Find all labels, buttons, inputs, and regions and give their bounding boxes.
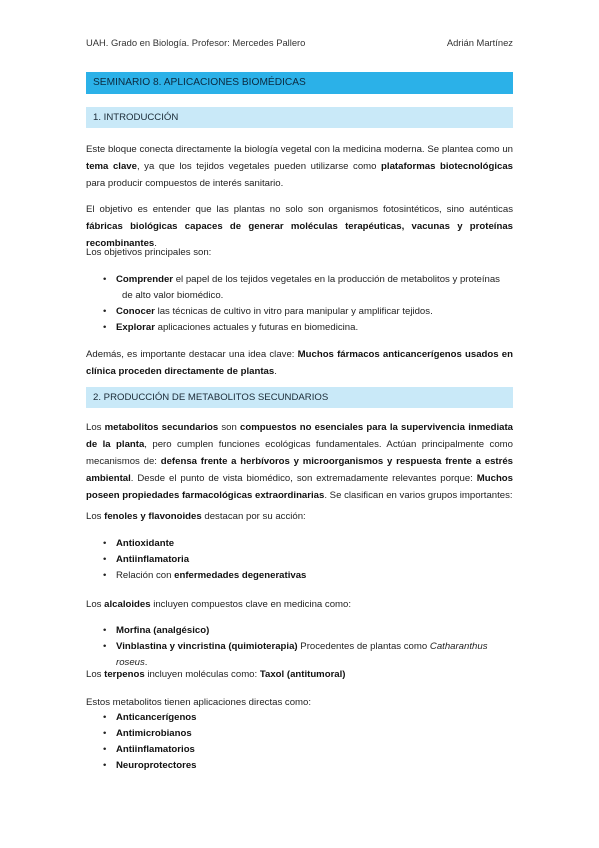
list-item: • Vinblastina y vincristina (quimioterapia) Procedentes de plantas como Catharanthus roseus. <box>103 641 488 668</box>
bullet-icon: • <box>103 274 107 285</box>
header-author: Adrián Martínez <box>446 37 513 48</box>
list-item: • Conocer las técnicas de cultivo in vitro para manipular y amplificar tejidos. <box>86 304 513 320</box>
intro-paragraph-2: El objetivo es entender que las plantas no solo son organismos fotosintéticos, sino auténticas fábricas biológicas capaces de generar moléculas terapéuticas, vacunas y proteínas recombinantes. <box>86 204 513 249</box>
bullet-icon: • <box>103 625 107 636</box>
bullet-icon: • <box>103 322 107 333</box>
alcaloides-list <box>86 623 513 671</box>
bullet-icon: • <box>103 641 107 652</box>
intro-paragraph-4: Además, es importante destacar una idea clave: Muchos fármacos anticancerígenos usados en clínica proceden directamente de plantas. <box>86 349 513 377</box>
list-item: • Neuroprotectores <box>86 758 513 774</box>
aplicaciones-list <box>86 710 513 774</box>
header-course: UAH. Grado en Biología. Profesor: Mercedes Pallero <box>86 37 306 48</box>
terpenos-paragraph: Los terpenos incluyen moléculas como: Taxol (antitumoral) <box>86 669 346 680</box>
list-item: • Explorar aplicaciones actuales y futuras en biomedicina. <box>86 320 513 336</box>
bullet-icon: • <box>103 728 107 739</box>
fenoles-list <box>86 536 513 584</box>
list-item: • Relación con enfermedades degenerativas <box>86 568 513 584</box>
bullet-icon: • <box>103 538 107 549</box>
aplicaciones-intro: Estos metabolitos tienen aplicaciones directas como: <box>86 697 312 708</box>
list-item: • Antimicrobianos <box>86 726 513 742</box>
list-item: • Anticancerígenos <box>86 710 513 726</box>
metabolitos-paragraph: Los metabolitos secundarios son compuestos no esenciales para la supervivencia inmediata de la planta, pero cumplen funciones ecológicas fundamentales. Actúan principalmente como mecanismos de: defensa frente a herbívoros y microorganismos y respuesta frente a estrés ambiental. Desde el punto de vista biomédico, son extremadamente relevantes porque: Muchos poseen propiedades farmacológicas extraordinarias. Se clasifican en varios grupos importantes: <box>86 422 514 501</box>
bullet-icon: • <box>103 570 107 581</box>
bullet-icon: • <box>103 554 107 565</box>
document-title: SEMINARIO 8. APLICACIONES BIOMÉDICAS <box>86 72 513 94</box>
bullet-icon: • <box>103 306 107 317</box>
fenoles-intro: Los fenoles y flavonoides destacan por su acción: <box>86 511 306 522</box>
list-item: • Morfina (analgésico) <box>86 623 513 639</box>
list-item: • Comprender el papel de los tejidos vegetales en la producción de metabolitos y proteínas de alto valor biomédico. <box>103 274 500 301</box>
intro-paragraph-1: Este bloque conecta directamente la biología vegetal con la medicina moderna. Se plantea como un tema clave, ya que los tejidos vegetales pueden utilizarse como plataformas biotecnológicas para producir compuestos de interés sanitario. <box>86 144 514 189</box>
bullet-icon: • <box>103 760 107 771</box>
list-item: • Antiinflamatorios <box>86 742 513 758</box>
page-header <box>86 37 513 51</box>
section-heading-introduccion: 1. INTRODUCCIÓN <box>86 107 513 128</box>
section-heading-metabolitos: 2. PRODUCCIÓN DE METABOLITOS SECUNDARIOS <box>86 387 513 408</box>
list-item: • Antiinflamatoria <box>86 552 513 568</box>
bullet-icon: • <box>103 744 107 755</box>
list-item: • Antioxidante <box>86 536 513 552</box>
bullet-icon: • <box>103 712 107 723</box>
alcaloides-intro: Los alcaloides incluyen compuestos clave en medicina como: <box>86 599 352 610</box>
objectives-list <box>86 272 513 336</box>
intro-paragraph-3: Los objetivos principales son: <box>86 247 212 258</box>
